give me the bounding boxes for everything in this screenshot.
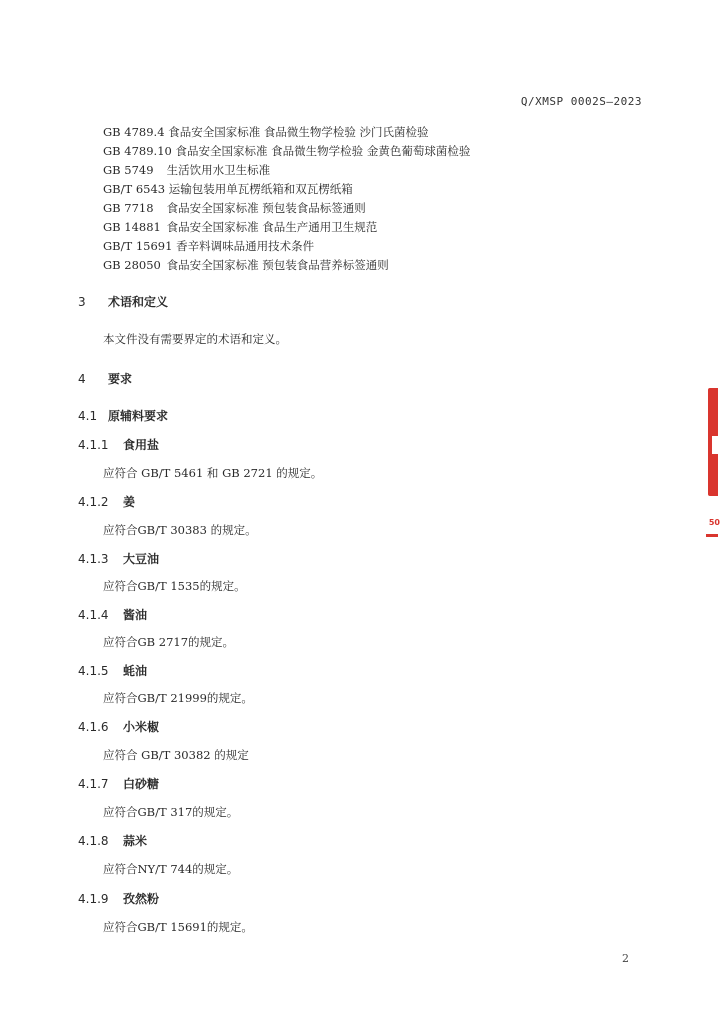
subsection-number: 4.1.2: [78, 495, 109, 509]
subsection-title: 小米椒: [123, 720, 160, 734]
list-item: [103, 123, 470, 142]
list-item: [103, 142, 470, 161]
subsection-heading: [78, 550, 159, 567]
page-number: 2: [622, 952, 629, 965]
subsection-title: 蒜米: [123, 834, 148, 848]
subsection-heading: [78, 890, 159, 907]
document-code: Q/XMSP 0002S—2023: [520, 95, 642, 108]
subsection-paragraph: 应符合 GB/T 30382 的规定: [103, 748, 249, 762]
standard-code: GB/T 6543: [103, 182, 166, 196]
subsection-number: 4.1.8: [78, 834, 109, 848]
standard-code: GB/T 15691: [103, 239, 173, 253]
subsection-title: 酱油: [123, 608, 148, 622]
subsection-title: 孜然粉: [123, 892, 160, 906]
standard-title: 生活饮用水卫生标准: [166, 163, 271, 177]
red-seal-stamp: [706, 388, 718, 540]
standard-title: 食品安全国家标准 食品微生物学检验 金黄色葡萄球菌检验: [175, 144, 471, 158]
subsection-number: 4.1.6: [78, 720, 109, 734]
subsection-paragraph: 应符合NY/T 744的规定。: [103, 862, 239, 876]
stamp-mark: [706, 534, 718, 537]
section-heading-raw-materials: [78, 407, 168, 424]
standard-title: 食品安全国家标准 食品生产通用卫生规范: [166, 220, 378, 234]
section-heading-requirements: [78, 370, 132, 387]
subsection-heading: [78, 436, 159, 453]
section-number: 4: [78, 372, 86, 386]
subsection-heading: [78, 832, 147, 849]
subsection-number: 4.1.3: [78, 552, 109, 566]
section-heading-terms: [78, 293, 168, 310]
list-item: [103, 161, 470, 180]
subsection-heading: [78, 662, 147, 679]
subsection-number: 4.1.7: [78, 777, 109, 791]
list-item: [103, 218, 470, 237]
subsection-title: 食用盐: [123, 438, 160, 452]
subsection-paragraph: 应符合GB/T 317的规定。: [103, 805, 239, 819]
standard-code: GB 7718: [103, 201, 154, 215]
subsection-paragraph: 应符合GB/T 15691的规定。: [103, 920, 253, 934]
subsection-title: 白砂糖: [123, 777, 160, 791]
standard-code: GB 4789.4: [103, 125, 165, 139]
subsection-paragraph: 应符合GB/T 30383 的规定。: [103, 523, 257, 537]
standard-code: GB 14881: [103, 220, 161, 234]
subsection-paragraph: 应符合GB/T 1535的规定。: [103, 579, 246, 593]
section-number: 3: [78, 295, 86, 309]
standard-title: 食品安全国家标准 食品微生物学检验 沙门氏菌检验: [168, 125, 429, 139]
standard-code: GB 5749: [103, 163, 154, 177]
subsection-number: 4.1.5: [78, 664, 109, 678]
section-number: 4.1: [78, 409, 98, 423]
stamp-digits: 50: [708, 518, 720, 527]
subsection-number: 4.1.9: [78, 892, 109, 906]
subsection-heading: [78, 775, 159, 792]
standard-title: 食品安全国家标准 预包装食品标签通则: [166, 201, 366, 215]
standard-code: GB 28050: [103, 258, 161, 272]
section-title: 原辅料要求: [108, 409, 169, 423]
subsection-title: 姜: [123, 495, 136, 509]
section-paragraph: 本文件没有需要界定的术语和定义。: [103, 332, 287, 346]
subsection-title: 蚝油: [123, 664, 148, 678]
standard-title: 食品安全国家标准 预包装食品营养标签通则: [166, 258, 389, 272]
subsection-title: 大豆油: [123, 552, 160, 566]
subsection-heading: [78, 606, 147, 623]
standard-title: 运输包装用单瓦楞纸箱和双瓦楞纸箱: [168, 182, 353, 196]
subsection-heading: [78, 718, 159, 735]
section-title: 要求: [108, 372, 133, 386]
subsection-number: 4.1.4: [78, 608, 109, 622]
subsection-paragraph: 应符合 GB/T 5461 和 GB 2721 的规定。: [103, 466, 323, 480]
standard-code: GB 4789.10: [103, 144, 172, 158]
list-item: [103, 237, 470, 256]
subsection-paragraph: 应符合GB 2717的规定。: [103, 635, 235, 649]
subsection-heading: [78, 493, 135, 510]
list-item: [103, 180, 470, 199]
standard-title: 香辛料调味品通用技术条件: [176, 239, 315, 253]
normative-references-list: [103, 123, 470, 275]
section-title: 术语和定义: [108, 295, 169, 309]
list-item: [103, 199, 470, 218]
subsection-paragraph: 应符合GB/T 21999的规定。: [103, 691, 253, 705]
list-item: [103, 256, 470, 275]
subsection-number: 4.1.1: [78, 438, 109, 452]
